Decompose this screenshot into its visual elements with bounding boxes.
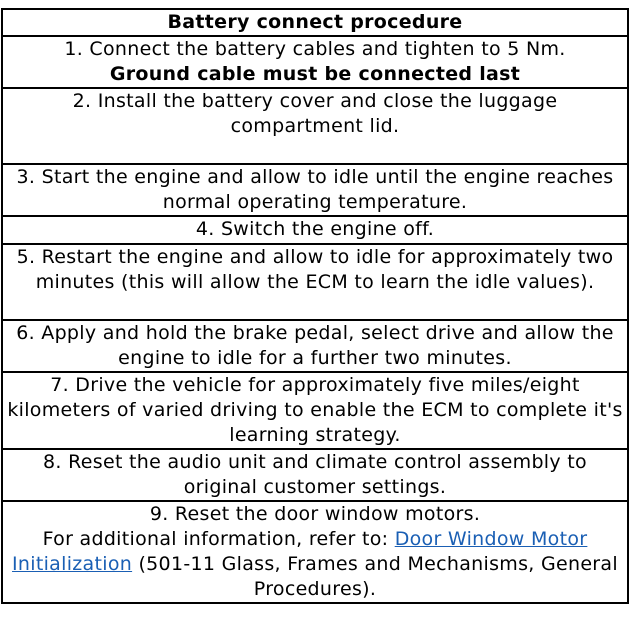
- step-cell-9: [2, 501, 628, 603]
- procedure-table: [1, 8, 629, 604]
- step-text-2: 2. Install the battery cover and close the luggage compartment lid.: [2, 88, 628, 164]
- step-row-1: [2, 36, 628, 88]
- step-text-7: 7. Drive the vehicle for approximately five miles/eight kilometers of varied driving to enable the ECM to complete it's learning strategy.: [2, 372, 628, 449]
- step-text-4: 4. Switch the engine off.: [2, 216, 628, 244]
- door-window-motor-link[interactable]: Door Window Motor Initialization: [12, 528, 588, 575]
- step-row-8: [2, 449, 628, 501]
- step-cell-1: [2, 36, 628, 88]
- step-row-9: [2, 501, 628, 603]
- step-row-3: [2, 164, 628, 216]
- step-text-3: 3. Start the engine and allow to idle until the engine reaches normal operating temperature.: [2, 164, 628, 216]
- step-note-1: Ground cable must be connected last: [109, 63, 521, 85]
- step-row-5: [2, 244, 628, 320]
- reference-suffix: (501-11 Glass, Frames and Mechanisms, General Procedures).: [132, 553, 618, 600]
- step-text-5: 5. Restart the engine and allow to idle for approximately two minutes (this will allow the ECM to learn the idle values).: [2, 244, 628, 320]
- header-row: [2, 9, 628, 36]
- step-text-8: 8. Reset the audio unit and climate control assembly to original customer settings.: [2, 449, 628, 501]
- step-row-4: [2, 216, 628, 244]
- step-row-2: [2, 88, 628, 164]
- step-reference-9: [5, 527, 625, 602]
- step-text-9: 9. Reset the door window motors.: [149, 503, 481, 525]
- procedure-title: Battery connect procedure: [2, 9, 628, 36]
- step-text-6: 6. Apply and hold the brake pedal, select drive and allow the engine to idle for a further two minutes.: [2, 320, 628, 372]
- reference-prefix: For additional information, refer to:: [42, 528, 395, 550]
- step-row-7: [2, 372, 628, 449]
- step-text-1: 1. Connect the battery cables and tighten to 5 Nm.: [64, 38, 566, 60]
- step-row-6: [2, 320, 628, 372]
